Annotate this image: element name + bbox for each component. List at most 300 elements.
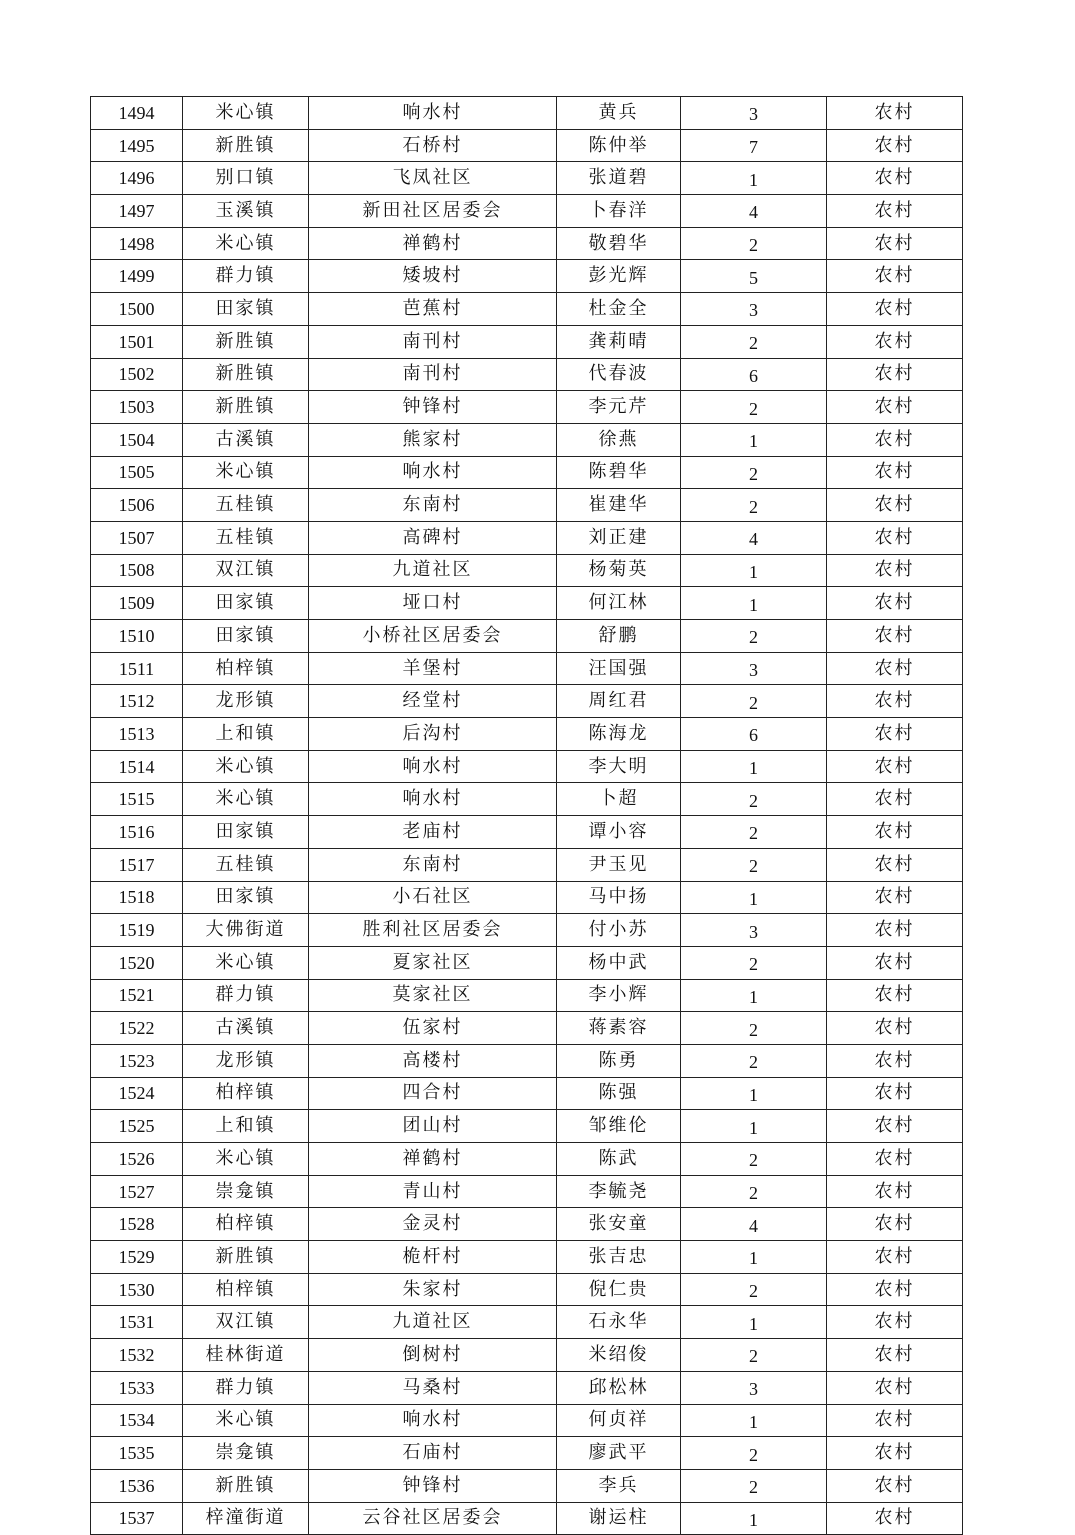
household-count-cell: 2: [681, 783, 827, 816]
town-cell: 柏梓镇: [183, 1077, 309, 1110]
name-cell: 李小辉: [557, 979, 681, 1012]
village-cell: 矮坡村: [309, 260, 557, 293]
village-cell: 响水村: [309, 750, 557, 783]
serial-number-cell: 1499: [91, 260, 183, 293]
serial-number-cell: 1520: [91, 946, 183, 979]
name-cell: 陈海龙: [557, 718, 681, 751]
town-cell: 田家镇: [183, 816, 309, 849]
category-cell: 农村: [827, 685, 963, 718]
town-cell: 新胜镇: [183, 358, 309, 391]
household-count-cell: 1: [681, 1110, 827, 1143]
town-cell: 田家镇: [183, 881, 309, 914]
town-cell: 米心镇: [183, 97, 309, 130]
household-count-cell: 2: [681, 489, 827, 522]
town-cell: 柏梓镇: [183, 652, 309, 685]
village-cell: 东南村: [309, 489, 557, 522]
category-cell: 农村: [827, 489, 963, 522]
name-cell: 杨中武: [557, 946, 681, 979]
serial-number-cell: 1494: [91, 97, 183, 130]
table-row: [91, 750, 963, 783]
table-row: [91, 1339, 963, 1372]
table-row: [91, 587, 963, 620]
town-cell: 群力镇: [183, 979, 309, 1012]
category-cell: 农村: [827, 227, 963, 260]
household-count-cell: 3: [681, 914, 827, 947]
serial-number-cell: 1505: [91, 456, 183, 489]
name-cell: 卜春洋: [557, 195, 681, 228]
serial-number-cell: 1534: [91, 1404, 183, 1437]
category-cell: 农村: [827, 816, 963, 849]
village-cell: 桅杆村: [309, 1241, 557, 1274]
village-cell: 九道社区: [309, 554, 557, 587]
town-cell: 上和镇: [183, 718, 309, 751]
table-row: [91, 1044, 963, 1077]
name-cell: 敬碧华: [557, 227, 681, 260]
town-cell: 双江镇: [183, 554, 309, 587]
household-count-cell: 3: [681, 293, 827, 326]
table-row: [91, 783, 963, 816]
category-cell: 农村: [827, 195, 963, 228]
category-cell: 农村: [827, 652, 963, 685]
table-row: [91, 1404, 963, 1437]
serial-number-cell: 1523: [91, 1044, 183, 1077]
serial-number-cell: 1516: [91, 816, 183, 849]
household-count-cell: 2: [681, 1143, 827, 1176]
table-row: [91, 260, 963, 293]
table-row: [91, 391, 963, 424]
town-cell: 米心镇: [183, 1404, 309, 1437]
serial-number-cell: 1508: [91, 554, 183, 587]
town-cell: 玉溪镇: [183, 195, 309, 228]
village-cell: 石庙村: [309, 1437, 557, 1470]
serial-number-cell: 1536: [91, 1469, 183, 1502]
serial-number-cell: 1503: [91, 391, 183, 424]
serial-number-cell: 1498: [91, 227, 183, 260]
town-cell: 米心镇: [183, 227, 309, 260]
village-cell: 马桑村: [309, 1371, 557, 1404]
village-cell: 新田社区居委会: [309, 195, 557, 228]
serial-number-cell: 1511: [91, 652, 183, 685]
village-cell: 高楼村: [309, 1044, 557, 1077]
table-row: [91, 358, 963, 391]
table-row: [91, 423, 963, 456]
village-cell: 南刊村: [309, 325, 557, 358]
village-cell: 响水村: [309, 783, 557, 816]
household-count-cell: 1: [681, 423, 827, 456]
category-cell: 农村: [827, 521, 963, 554]
household-count-cell: 6: [681, 718, 827, 751]
serial-number-cell: 1522: [91, 1012, 183, 1045]
village-cell: 钟锋村: [309, 391, 557, 424]
serial-number-cell: 1514: [91, 750, 183, 783]
town-cell: 米心镇: [183, 456, 309, 489]
village-cell: 小桥社区居委会: [309, 620, 557, 653]
town-cell: 新胜镇: [183, 391, 309, 424]
serial-number-cell: 1517: [91, 848, 183, 881]
table-row: [91, 652, 963, 685]
name-cell: 蒋素容: [557, 1012, 681, 1045]
serial-number-cell: 1504: [91, 423, 183, 456]
category-cell: 农村: [827, 1306, 963, 1339]
household-count-cell: 2: [681, 325, 827, 358]
table-row: [91, 1469, 963, 1502]
category-cell: 农村: [827, 946, 963, 979]
village-cell: 朱家村: [309, 1273, 557, 1306]
name-cell: 杜金全: [557, 293, 681, 326]
town-cell: 田家镇: [183, 293, 309, 326]
village-cell: 小石社区: [309, 881, 557, 914]
household-count-cell: 2: [681, 685, 827, 718]
table-row: [91, 325, 963, 358]
name-cell: 廖武平: [557, 1437, 681, 1470]
table-row: [91, 816, 963, 849]
name-cell: 刘正建: [557, 521, 681, 554]
name-cell: 石永华: [557, 1306, 681, 1339]
table-row: [91, 1208, 963, 1241]
name-cell: 陈强: [557, 1077, 681, 1110]
household-count-cell: 1: [681, 554, 827, 587]
serial-number-cell: 1537: [91, 1502, 183, 1535]
town-cell: 新胜镇: [183, 1469, 309, 1502]
category-cell: 农村: [827, 620, 963, 653]
household-count-cell: 2: [681, 1437, 827, 1470]
category-cell: 农村: [827, 325, 963, 358]
category-cell: 农村: [827, 1339, 963, 1372]
table-row: [91, 1175, 963, 1208]
town-cell: 古溪镇: [183, 423, 309, 456]
category-cell: 农村: [827, 423, 963, 456]
table-row: [91, 1143, 963, 1176]
serial-number-cell: 1506: [91, 489, 183, 522]
name-cell: 张安童: [557, 1208, 681, 1241]
village-cell: 经堂村: [309, 685, 557, 718]
name-cell: 邱松林: [557, 1371, 681, 1404]
serial-number-cell: 1527: [91, 1175, 183, 1208]
serial-number-cell: 1533: [91, 1371, 183, 1404]
town-cell: 别口镇: [183, 162, 309, 195]
household-count-cell: 4: [681, 195, 827, 228]
table-row: [91, 1110, 963, 1143]
table-row: [91, 162, 963, 195]
household-count-cell: 1: [681, 1404, 827, 1437]
household-count-cell: 1: [681, 881, 827, 914]
village-cell: 东南村: [309, 848, 557, 881]
category-cell: 农村: [827, 718, 963, 751]
category-cell: 农村: [827, 1208, 963, 1241]
household-count-cell: 2: [681, 1339, 827, 1372]
category-cell: 农村: [827, 1012, 963, 1045]
category-cell: 农村: [827, 1371, 963, 1404]
household-count-cell: 1: [681, 162, 827, 195]
table-row: [91, 1371, 963, 1404]
village-cell: 飞凤社区: [309, 162, 557, 195]
serial-number-cell: 1521: [91, 979, 183, 1012]
name-cell: 周红君: [557, 685, 681, 718]
serial-number-cell: 1497: [91, 195, 183, 228]
town-cell: 米心镇: [183, 783, 309, 816]
table-row: [91, 718, 963, 751]
village-cell: 禅鹤村: [309, 1143, 557, 1176]
table-row: [91, 489, 963, 522]
category-cell: 农村: [827, 1241, 963, 1274]
name-cell: 崔建华: [557, 489, 681, 522]
village-cell: 响水村: [309, 1404, 557, 1437]
category-cell: 农村: [827, 1175, 963, 1208]
category-cell: 农村: [827, 456, 963, 489]
table-row: [91, 620, 963, 653]
serial-number-cell: 1525: [91, 1110, 183, 1143]
household-count-cell: 1: [681, 1241, 827, 1274]
village-cell: 青山村: [309, 1175, 557, 1208]
town-cell: 群力镇: [183, 1371, 309, 1404]
household-count-cell: 2: [681, 1012, 827, 1045]
name-cell: 谢运柱: [557, 1502, 681, 1535]
name-cell: 米绍俊: [557, 1339, 681, 1372]
village-cell: 羊堡村: [309, 652, 557, 685]
household-count-cell: 2: [681, 456, 827, 489]
name-cell: 李元芹: [557, 391, 681, 424]
name-cell: 尹玉见: [557, 848, 681, 881]
household-count-cell: 2: [681, 1175, 827, 1208]
category-cell: 农村: [827, 979, 963, 1012]
serial-number-cell: 1526: [91, 1143, 183, 1176]
village-cell: 响水村: [309, 97, 557, 130]
name-cell: 马中扬: [557, 881, 681, 914]
category-cell: 农村: [827, 1404, 963, 1437]
name-cell: 邹维伦: [557, 1110, 681, 1143]
household-count-cell: 1: [681, 1502, 827, 1535]
serial-number-cell: 1507: [91, 521, 183, 554]
town-cell: 米心镇: [183, 946, 309, 979]
category-cell: 农村: [827, 783, 963, 816]
category-cell: 农村: [827, 1077, 963, 1110]
village-cell: 老庙村: [309, 816, 557, 849]
name-cell: 陈碧华: [557, 456, 681, 489]
category-cell: 农村: [827, 293, 963, 326]
household-count-cell: 1: [681, 1077, 827, 1110]
serial-number-cell: 1512: [91, 685, 183, 718]
serial-number-cell: 1530: [91, 1273, 183, 1306]
serial-number-cell: 1532: [91, 1339, 183, 1372]
category-cell: 农村: [827, 914, 963, 947]
table-row: [91, 456, 963, 489]
serial-number-cell: 1528: [91, 1208, 183, 1241]
name-cell: 付小苏: [557, 914, 681, 947]
village-cell: 九道社区: [309, 1306, 557, 1339]
serial-number-cell: 1535: [91, 1437, 183, 1470]
village-cell: 垭口村: [309, 587, 557, 620]
table-row: [91, 1012, 963, 1045]
name-cell: 李兵: [557, 1469, 681, 1502]
household-count-cell: 2: [681, 1273, 827, 1306]
name-cell: 张道碧: [557, 162, 681, 195]
name-cell: 李大明: [557, 750, 681, 783]
name-cell: 汪国强: [557, 652, 681, 685]
category-cell: 农村: [827, 1502, 963, 1535]
category-cell: 农村: [827, 750, 963, 783]
village-cell: 金灵村: [309, 1208, 557, 1241]
category-cell: 农村: [827, 391, 963, 424]
household-count-cell: 1: [681, 750, 827, 783]
town-cell: 田家镇: [183, 587, 309, 620]
category-cell: 农村: [827, 554, 963, 587]
table-row: [91, 1437, 963, 1470]
serial-number-cell: 1495: [91, 129, 183, 162]
roster-table: [90, 96, 963, 1535]
table-row: [91, 554, 963, 587]
name-cell: 倪仁贵: [557, 1273, 681, 1306]
household-count-cell: 7: [681, 129, 827, 162]
household-count-cell: 2: [681, 1469, 827, 1502]
household-count-cell: 2: [681, 391, 827, 424]
town-cell: 五桂镇: [183, 848, 309, 881]
table-row: [91, 129, 963, 162]
household-count-cell: 4: [681, 1208, 827, 1241]
category-cell: 农村: [827, 881, 963, 914]
village-cell: 莫家社区: [309, 979, 557, 1012]
household-count-cell: 2: [681, 1044, 827, 1077]
town-cell: 双江镇: [183, 1306, 309, 1339]
document-page: [90, 96, 962, 1535]
household-count-cell: 1: [681, 587, 827, 620]
name-cell: 舒鹏: [557, 620, 681, 653]
name-cell: 何贞祥: [557, 1404, 681, 1437]
town-cell: 柏梓镇: [183, 1208, 309, 1241]
village-cell: 芭蕉村: [309, 293, 557, 326]
household-count-cell: 5: [681, 260, 827, 293]
category-cell: 农村: [827, 129, 963, 162]
table-row: [91, 685, 963, 718]
village-cell: 高碑村: [309, 521, 557, 554]
town-cell: 龙形镇: [183, 685, 309, 718]
serial-number-cell: 1529: [91, 1241, 183, 1274]
household-count-cell: 2: [681, 227, 827, 260]
category-cell: 农村: [827, 162, 963, 195]
name-cell: 谭小容: [557, 816, 681, 849]
town-cell: 新胜镇: [183, 129, 309, 162]
category-cell: 农村: [827, 587, 963, 620]
table-row: [91, 946, 963, 979]
town-cell: 五桂镇: [183, 489, 309, 522]
household-count-cell: 2: [681, 848, 827, 881]
table-row: [91, 1306, 963, 1339]
household-count-cell: 1: [681, 979, 827, 1012]
village-cell: 响水村: [309, 456, 557, 489]
name-cell: 彭光辉: [557, 260, 681, 293]
town-cell: 米心镇: [183, 750, 309, 783]
table-row: [91, 1241, 963, 1274]
town-cell: 龙形镇: [183, 1044, 309, 1077]
table-row: [91, 195, 963, 228]
town-cell: 新胜镇: [183, 325, 309, 358]
serial-number-cell: 1524: [91, 1077, 183, 1110]
serial-number-cell: 1531: [91, 1306, 183, 1339]
name-cell: 陈仲举: [557, 129, 681, 162]
category-cell: 农村: [827, 848, 963, 881]
village-cell: 伍家村: [309, 1012, 557, 1045]
name-cell: 张吉忠: [557, 1241, 681, 1274]
town-cell: 上和镇: [183, 1110, 309, 1143]
serial-number-cell: 1501: [91, 325, 183, 358]
category-cell: 农村: [827, 260, 963, 293]
village-cell: 四合村: [309, 1077, 557, 1110]
town-cell: 桂林街道: [183, 1339, 309, 1372]
roster-table-body: [91, 97, 963, 1535]
table-row: [91, 521, 963, 554]
household-count-cell: 2: [681, 816, 827, 849]
town-cell: 梓潼街道: [183, 1502, 309, 1535]
category-cell: 农村: [827, 1044, 963, 1077]
town-cell: 群力镇: [183, 260, 309, 293]
table-row: [91, 293, 963, 326]
name-cell: 李毓尧: [557, 1175, 681, 1208]
category-cell: 农村: [827, 1110, 963, 1143]
serial-number-cell: 1509: [91, 587, 183, 620]
town-cell: 五桂镇: [183, 521, 309, 554]
name-cell: 何江林: [557, 587, 681, 620]
category-cell: 农村: [827, 1469, 963, 1502]
town-cell: 崇龛镇: [183, 1175, 309, 1208]
serial-number-cell: 1502: [91, 358, 183, 391]
serial-number-cell: 1515: [91, 783, 183, 816]
table-row: [91, 979, 963, 1012]
village-cell: 禅鹤村: [309, 227, 557, 260]
category-cell: 农村: [827, 1143, 963, 1176]
town-cell: 田家镇: [183, 620, 309, 653]
table-row: [91, 848, 963, 881]
table-row: [91, 881, 963, 914]
household-count-cell: 4: [681, 521, 827, 554]
serial-number-cell: 1496: [91, 162, 183, 195]
household-count-cell: 3: [681, 652, 827, 685]
household-count-cell: 3: [681, 1371, 827, 1404]
town-cell: 古溪镇: [183, 1012, 309, 1045]
town-cell: 新胜镇: [183, 1241, 309, 1274]
town-cell: 崇龛镇: [183, 1437, 309, 1470]
town-cell: 大佛街道: [183, 914, 309, 947]
village-cell: 团山村: [309, 1110, 557, 1143]
household-count-cell: 2: [681, 620, 827, 653]
village-cell: 胜利社区居委会: [309, 914, 557, 947]
village-cell: 钟锋村: [309, 1469, 557, 1502]
serial-number-cell: 1518: [91, 881, 183, 914]
village-cell: 熊家村: [309, 423, 557, 456]
household-count-cell: 6: [681, 358, 827, 391]
name-cell: 龚莉晴: [557, 325, 681, 358]
serial-number-cell: 1510: [91, 620, 183, 653]
town-cell: 米心镇: [183, 1143, 309, 1176]
table-row: [91, 914, 963, 947]
village-cell: 石桥村: [309, 129, 557, 162]
name-cell: 卜超: [557, 783, 681, 816]
town-cell: 柏梓镇: [183, 1273, 309, 1306]
name-cell: 陈勇: [557, 1044, 681, 1077]
serial-number-cell: 1519: [91, 914, 183, 947]
category-cell: 农村: [827, 358, 963, 391]
name-cell: 代春波: [557, 358, 681, 391]
category-cell: 农村: [827, 1273, 963, 1306]
category-cell: 农村: [827, 1437, 963, 1470]
name-cell: 杨菊英: [557, 554, 681, 587]
name-cell: 陈武: [557, 1143, 681, 1176]
serial-number-cell: 1500: [91, 293, 183, 326]
household-count-cell: 1: [681, 1306, 827, 1339]
household-count-cell: 2: [681, 946, 827, 979]
village-cell: 后沟村: [309, 718, 557, 751]
table-row: [91, 1502, 963, 1535]
name-cell: 徐燕: [557, 423, 681, 456]
household-count-cell: 3: [681, 97, 827, 130]
